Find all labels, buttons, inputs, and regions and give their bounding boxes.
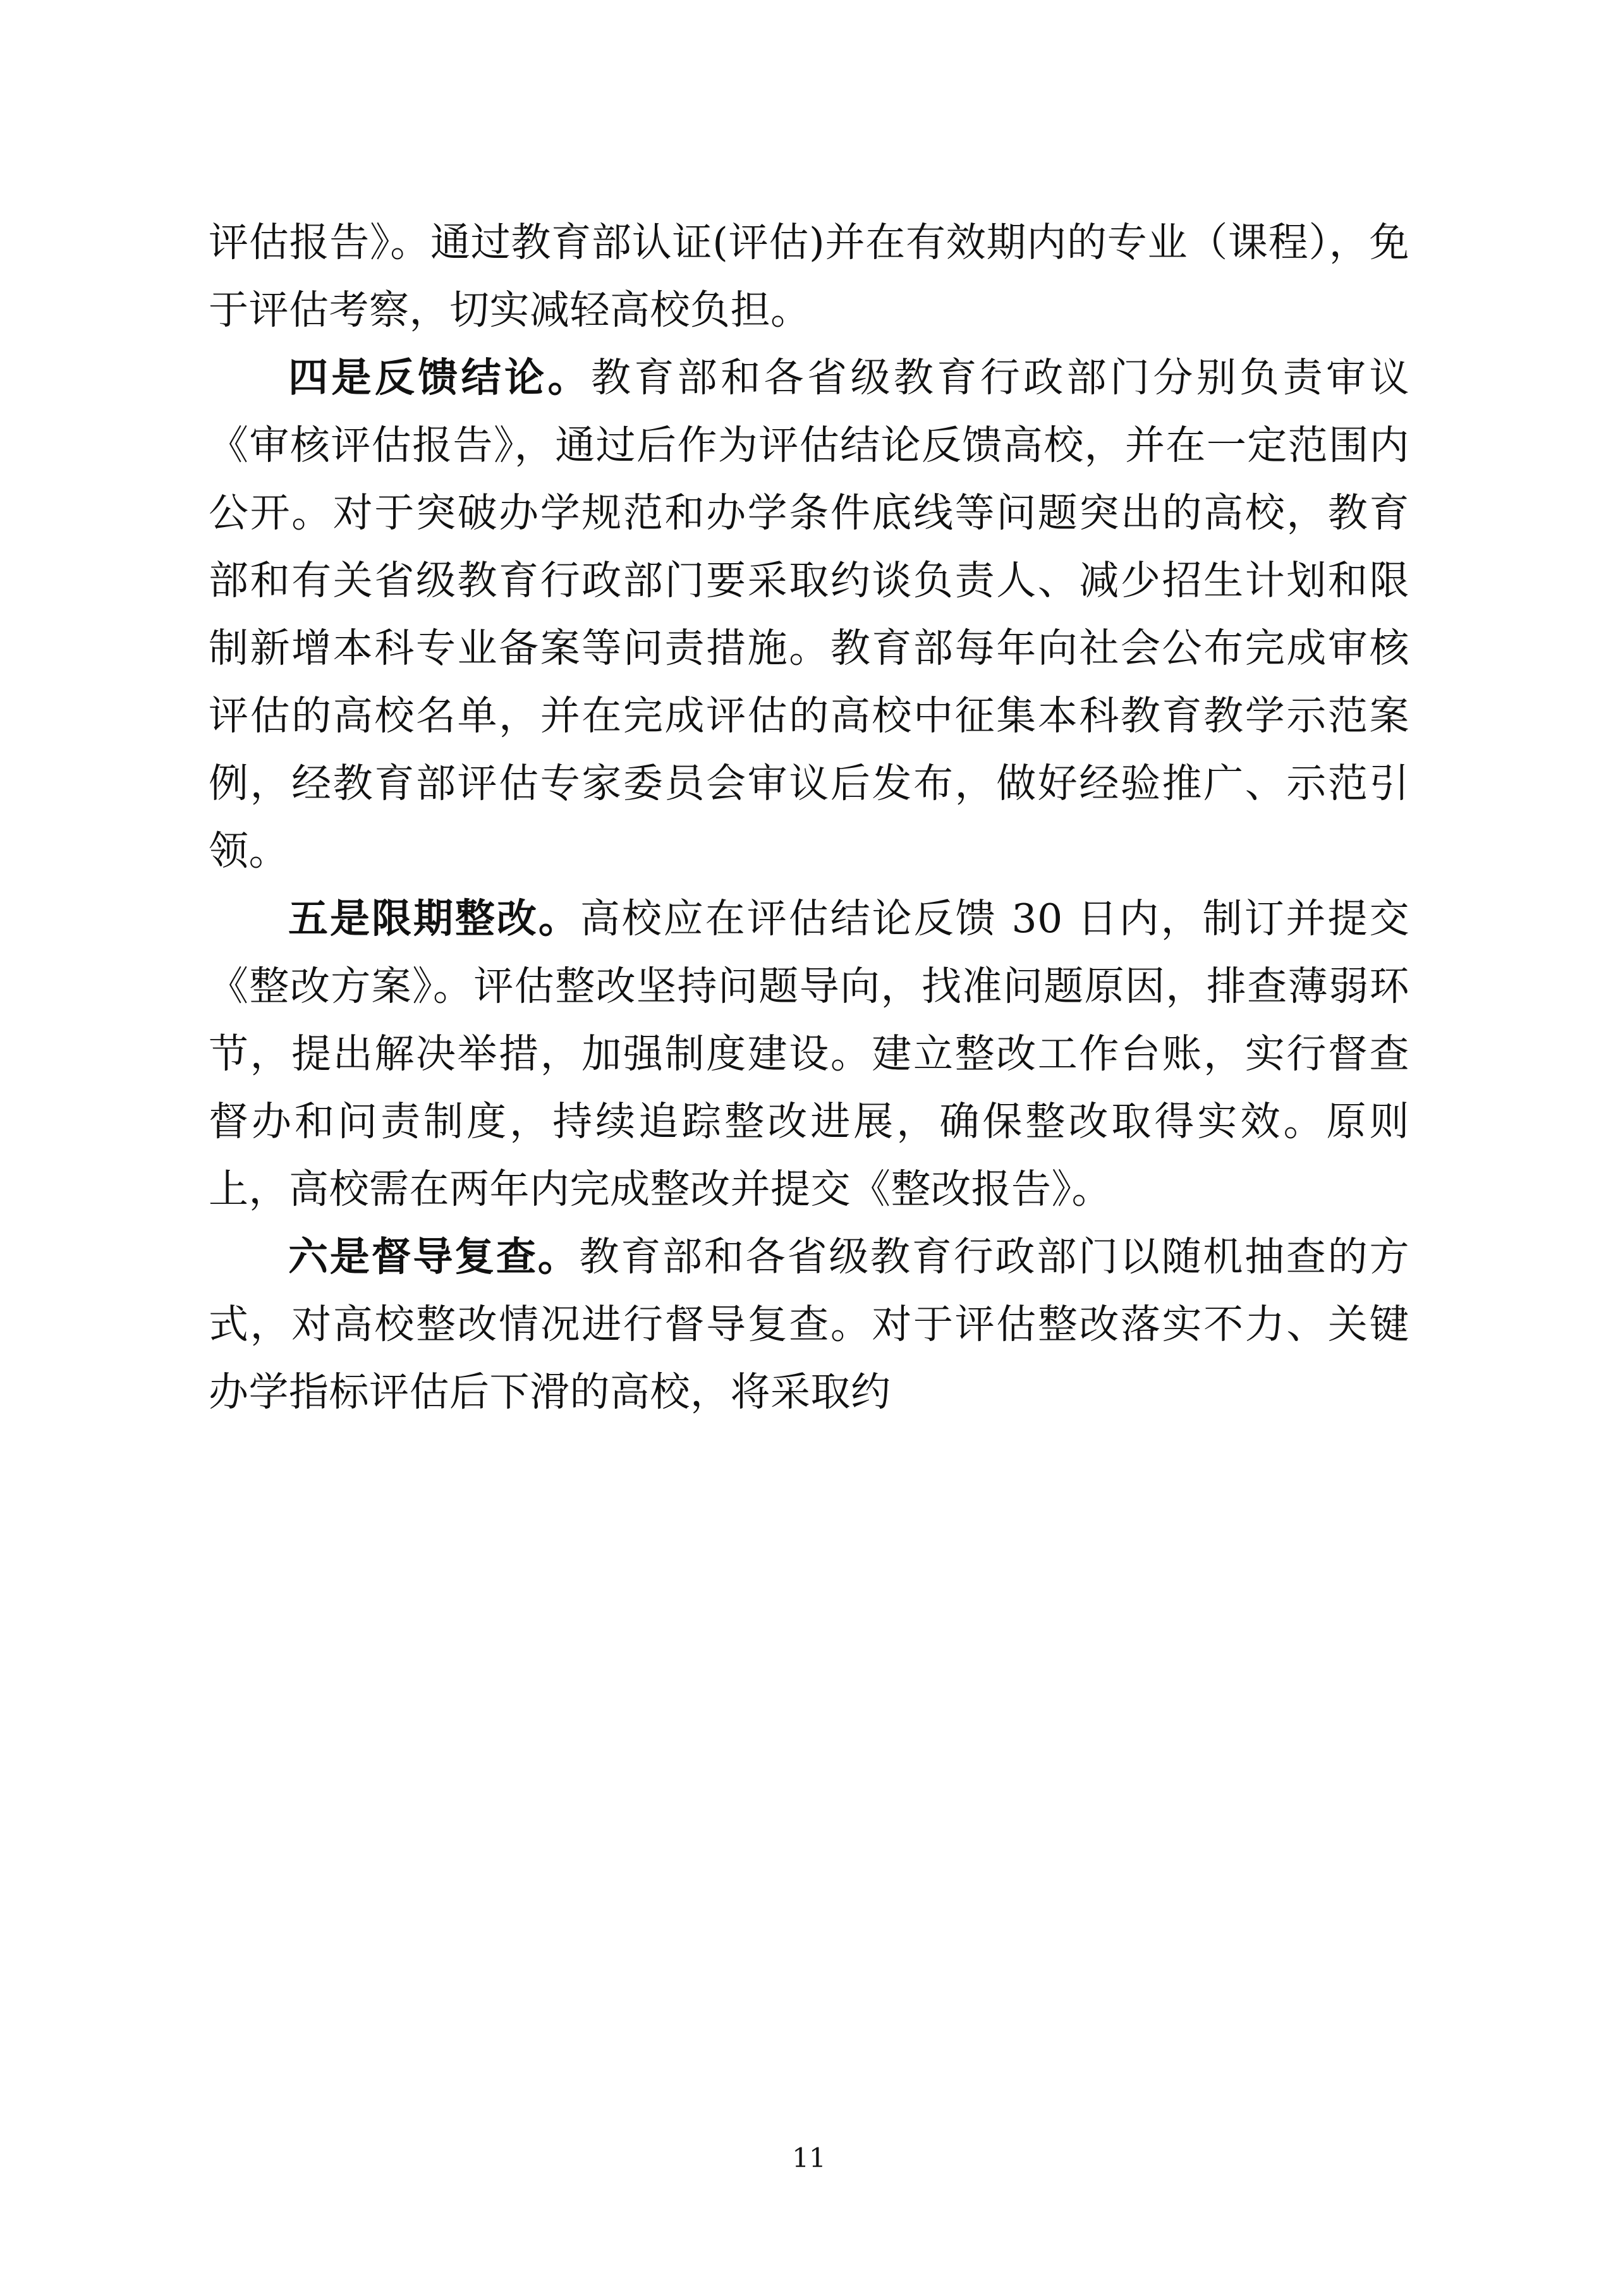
paragraph-1 [209,209,1409,344]
paragraph-2-lead: 四是反馈结论。 [288,354,591,401]
paragraph-3-lead: 五是限期整改。 [288,895,580,942]
page-number: 11 [792,2142,826,2173]
paragraph-3-text: 高校应在评估结论反馈 30 日内，制订并提交《整改方案》。评估整改坚持问题导向，找准问题原因，排查薄弱环节，提出解决举措，加强制度建设。建立整改工作台账，实行督查督办和问责制度，持续追踪整改进展，确保整改取得实效。原则上，高校需在两年内完成整改并提交《整改报告》。 [209,896,1410,1212]
paragraph-2-text: 教育部和各省级教育行政部门分别负责审议《审核评估报告》，通过后作为评估结论反馈高校，并在一定范围内公开。对于突破办学规范和办学条件底线等问题突出的高校，教育部和有关省级教育行政部门要采取约谈负责人、减少招生计划和限制新增本科专业备案等问责措施。教育部每年向社会公布完成审核评估的高校名单，并在完成评估的高校中征集本科教育教学示范案例，经教育部评估专家委员会审议后发布，做好经验推广、示范引领。 [209,355,1410,874]
paragraph-4-text: 教育部和各省级教育行政部门以随机抽查的方式，对高校整改情况进行督导复查。对于评估整改落实不力、关键办学指标评估后下滑的高校，将采取约 [209,1234,1410,1415]
paragraph-2 [209,344,1409,885]
paragraph-4 [209,1223,1409,1426]
page-body [209,209,1409,1426]
paragraph-4-lead: 六是督导复查。 [288,1233,580,1280]
paragraph-1-text: 评估报告》。通过教育部认证(评估)并在有效期内的专业（课程），免于评估考察，切实减轻高校负担。 [209,219,1409,333]
paragraph-3 [209,885,1409,1223]
